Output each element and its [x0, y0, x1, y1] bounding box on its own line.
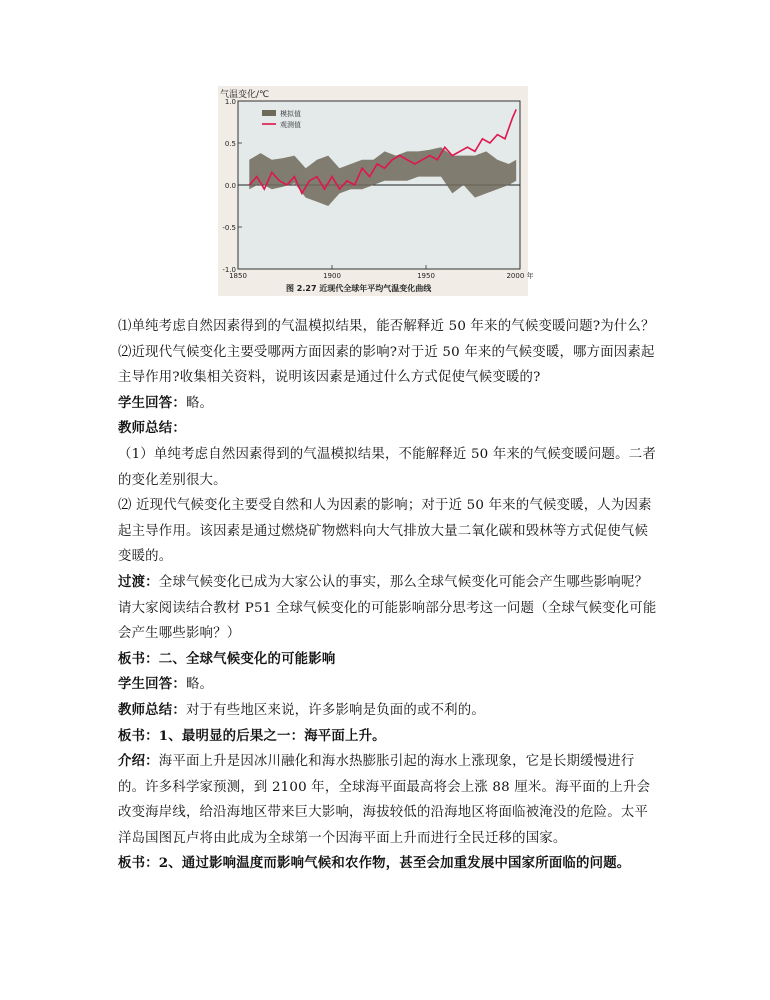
paragraph-text: 略。 [185, 395, 214, 411]
temperature-figure [218, 86, 534, 296]
figure-caption: 图 2.27 近现代全球年平均气温变化曲线 [286, 284, 432, 293]
legend-label-simulated: 模拟值 [280, 110, 301, 118]
paragraph-text: 对于有些地区来说，许多影响是负面的或不利的。 [185, 702, 485, 718]
paragraph-text: （1）单纯考虑自然因素得到的气温模拟结果，不能解释近 50 年来的气候变暖问题。二者的变化差别很大。 [118, 446, 656, 488]
paragraph-text: ⑴单纯考虑自然因素得到的气温模拟结果，能否解释近 50 年来的气候变暖问题?为什么？⑵近现代气候变化主要受哪两方面因素的影响?对于近 50 年来的气候变暖，哪方面因素起主导作用?收集相关资料，说明该因素是通过什么方式促使气候变暖的? [118, 319, 655, 386]
y-tick-label: 0.0 [224, 182, 236, 190]
paragraph-text: 2、通过影响温度而影响气候和农作物，甚至会加重发展中国家所面临的问题。 [158, 855, 631, 872]
y-tick-label: 1.0 [224, 98, 236, 106]
paragraph [118, 698, 658, 724]
paragraph-text: 二、全球气候变化的可能影响 [158, 650, 336, 667]
paragraph-label: 介绍： [118, 753, 159, 770]
paragraph-label: 学生回答： [118, 676, 186, 693]
paragraph-text: 海平面上升是因冰川融化和海水热膨胀引起的海水上涨现象，它是长期缓慢进行的。许多科学家预测，到 2100 年，全球海平面最高将会上涨 88 厘米。海平面的上升会改变海岸线，给沿海地区带来巨大影响，海拔较低的沿海地区将面临被淹没的危险。太平洋岛国图瓦卢将由此成为全球第一个因海平面上升而进行全民迁移的国家。 [118, 754, 651, 846]
paragraph-label: 学生回答： [118, 394, 186, 411]
paragraph [118, 493, 658, 570]
paragraph [118, 442, 658, 493]
x-tick-label: 1850 [229, 272, 247, 280]
paragraph [118, 724, 658, 750]
paragraph-label: 教师总结： [118, 701, 186, 718]
paragraph-label: 过渡： [118, 573, 159, 590]
paragraph [118, 647, 658, 673]
paragraph [118, 314, 658, 391]
paragraph-text: 全球气候变化已成为大家公认的事实，那么全球气候变化可能会产生哪些影响呢？请大家阅读结合教材 P51 全球气候变化的可能影响部分思考这一问题（全球气候变化可能会产生哪些影响？） [118, 574, 657, 642]
lesson-text [118, 314, 658, 877]
paragraph-label: 板书： [118, 650, 159, 667]
x-tick-label: 2000 年 [506, 272, 534, 280]
paragraph-label: 板书： [118, 727, 159, 744]
legend-label-observed: 观测值 [280, 121, 301, 129]
paragraph-text: ⑵ 近现代气候变化主要受自然和人为因素的影响；对于近 50 年来的气候变暖，人为因素起主导作用。该因素是通过燃烧矿物燃料向大气排放大量二氧化碳和毁林等方式促使气候变暖的。 [118, 498, 652, 565]
paragraph [118, 851, 658, 877]
y-tick-label: -1.0 [222, 266, 236, 274]
y-axis-label: 气温变化/℃ [220, 90, 270, 100]
paragraph [118, 391, 658, 417]
paragraph-label: 板书： [118, 855, 159, 872]
paragraph [118, 749, 658, 851]
x-tick-label: 1950 [417, 272, 435, 280]
temperature-chart [218, 86, 534, 296]
y-tick-label: -0.5 [222, 224, 236, 232]
paragraph [118, 416, 658, 442]
paragraph-text: 1、最明显的后果之一：海平面上升。 [158, 727, 386, 744]
legend-swatch-simulated [262, 110, 276, 116]
paragraph-label: 教师总结： [118, 420, 186, 437]
y-tick-label: 0.5 [224, 140, 236, 148]
paragraph-text: 略。 [185, 677, 214, 693]
paragraph [118, 672, 658, 698]
x-tick-label: 1900 [323, 272, 341, 280]
paragraph [118, 570, 658, 647]
